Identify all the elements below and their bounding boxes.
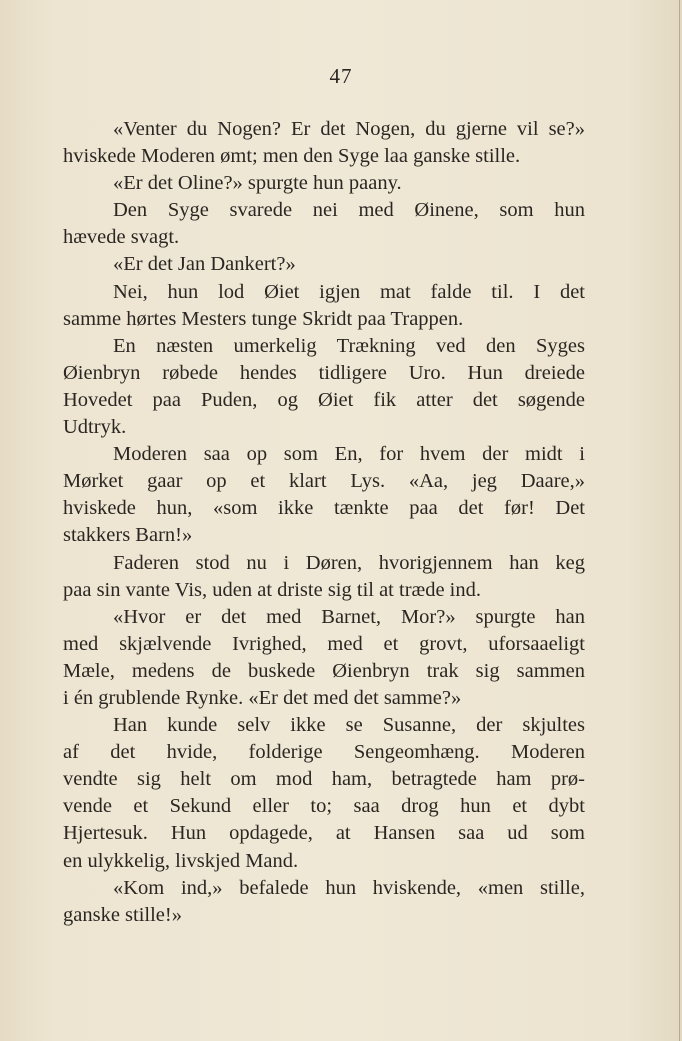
text-line: stakkers Barn!»: [63, 524, 193, 547]
body-text: [63, 116, 585, 929]
text-line: Den Syge svarede nei med Øinene, som hun: [113, 199, 585, 222]
text-line: Moderen saa op som En, for hvem der midt i: [113, 443, 585, 466]
text-line: hviskede Moderen ømt; men den Syge laa ganske stille.: [63, 145, 521, 168]
text-line: vende et Sekund eller to; saa drog hun et dybt: [63, 795, 585, 818]
page-number: 47: [329, 64, 353, 88]
text-line: Hjertesuk. Hun opdagede, at Hansen saa ud som: [63, 822, 585, 845]
text-line: en ulykkelig, livskjed Mand.: [63, 849, 299, 872]
text-line: Øienbryn røbede hendes tidligere Uro. Hun dreiede: [63, 361, 585, 384]
text-line: «Er det Jan Dankert?»: [113, 253, 296, 276]
text-line: hviskede hun, «som ikke tænkte paa det før! Det: [63, 497, 585, 520]
page-edge-line: [679, 0, 680, 1041]
text-line: Mørket gaar op et klart Lys. «Aa, jeg Daare,»: [63, 470, 585, 493]
text-line: paa sin vante Vis, uden at driste sig til at træde ind.: [63, 578, 481, 601]
text-line: ganske stille!»: [63, 903, 182, 926]
text-line: Udtryk.: [63, 416, 127, 439]
text-line: Faderen stod nu i Døren, hvorigjennem han keg: [113, 551, 585, 574]
text-line: Hovedet paa Puden, og Øiet fik atter det søgende: [63, 388, 585, 411]
text-line: Nei, hun lod Øiet igjen mat falde til. I det: [113, 280, 585, 303]
text-line: vendte sig helt om mod ham, betragtede ham prø-: [63, 768, 585, 791]
text-line: «Venter du Nogen? Er det Nogen, du gjerne vil se?»: [113, 118, 585, 140]
text-line: af det hvide, folderige Sengeomhæng. Moderen: [63, 741, 585, 764]
text-line: Han kunde selv ikke se Susanne, der skjultes: [113, 714, 585, 737]
text-line: En næsten umerkelig Trækning ved den Syges: [113, 334, 585, 357]
text-line: «Hvor er det med Barnet, Mor?» spurgte han: [113, 605, 585, 628]
text-line: med skjælvende Ivrighed, med et grovt, uforsaaeligt: [63, 632, 585, 655]
text-line: «Er det Oline?» spurgte hun paany.: [113, 172, 402, 195]
text-line: «Kom ind,» befalede hun hviskende, «men stille,: [113, 876, 585, 899]
text-line: samme hørtes Mesters tunge Skridt paa Trappen.: [63, 307, 464, 330]
text-line: i én grublende Rynke. «Er det med det samme?»: [63, 686, 462, 709]
text-line: Mæle, medens de buskede Øienbryn trak sig sammen: [63, 659, 585, 682]
text-line: hævede svagt.: [63, 226, 180, 249]
